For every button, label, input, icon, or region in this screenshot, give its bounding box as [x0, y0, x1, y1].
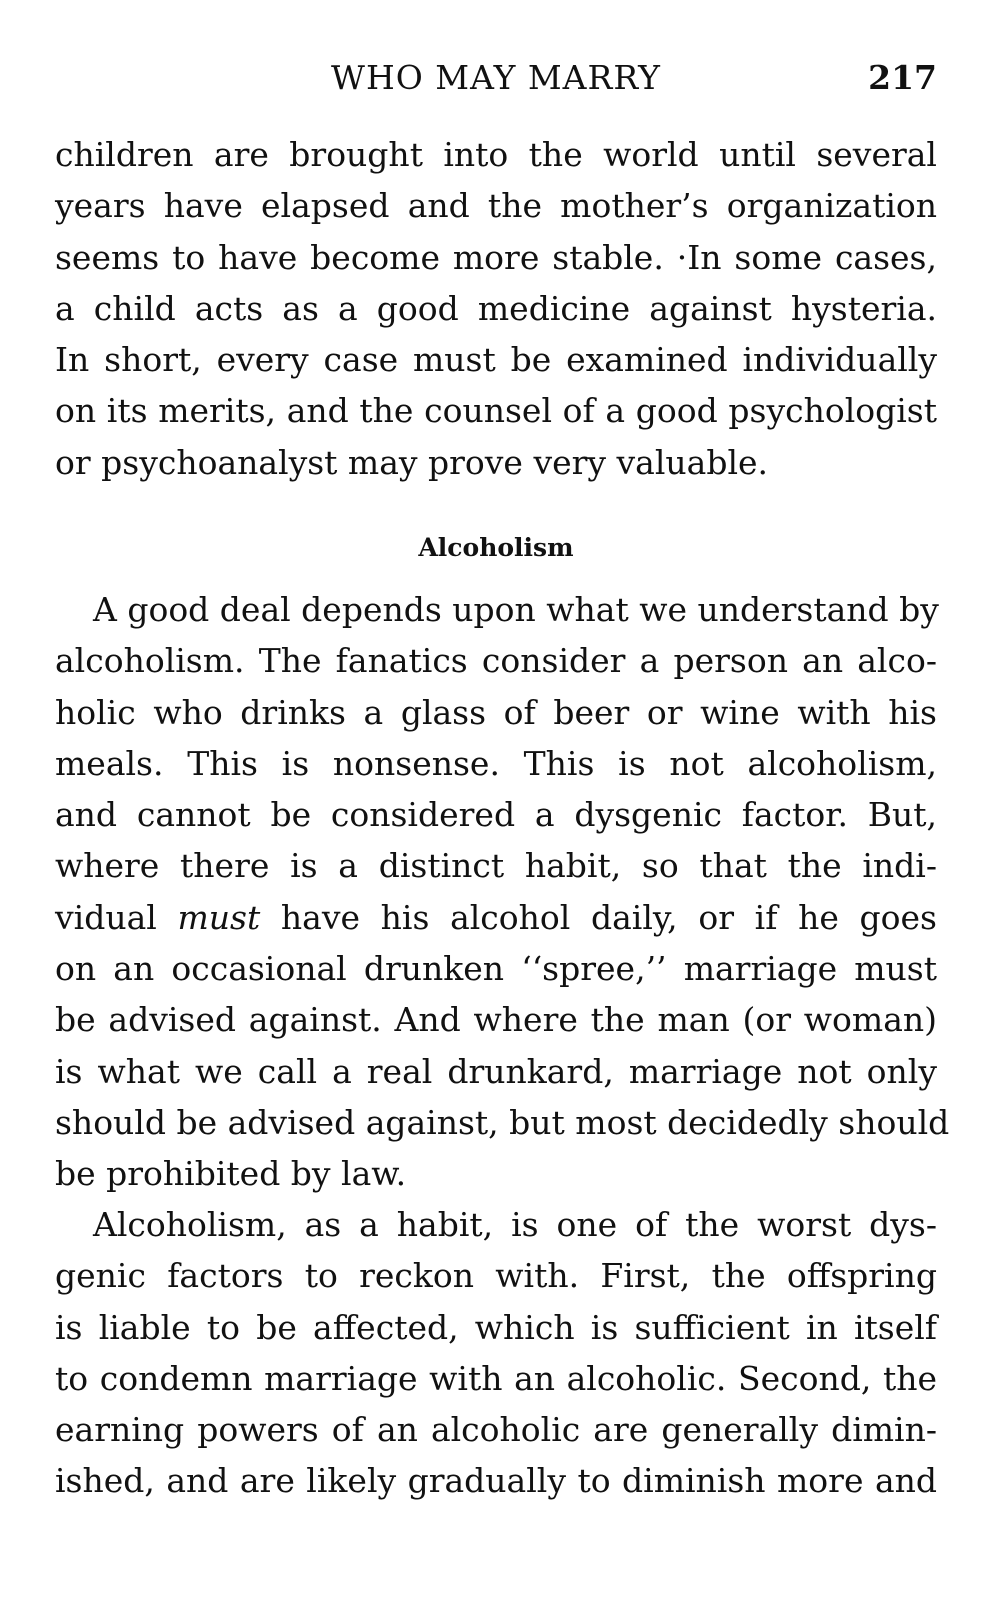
- emphasized-word: must: [177, 897, 261, 937]
- text-line: Alcoholism, as a habit, is one of the worst dys-: [93, 1205, 937, 1244]
- text-line: children are brought into the world until several: [55, 135, 937, 174]
- paragraph-alcoholism-dysgenic: [55, 1199, 937, 1507]
- text-line: seems to have become more stable. ·In some cases,: [55, 237, 937, 277]
- text-line: earning powers of an alcoholic are generally dimin-: [55, 1410, 937, 1450]
- text-line: A good deal depends upon what we understand by: [93, 590, 939, 629]
- text-line: on its merits, and the counsel of a good psychologist: [55, 391, 937, 431]
- page-number: 217: [868, 58, 937, 97]
- text-line: is what we call a real drunkard, marriage not only: [55, 1051, 937, 1091]
- running-head: [55, 56, 937, 100]
- text-line: to condemn marriage with an alcoholic. Second, the: [55, 1358, 937, 1398]
- text-line: or psychoanalyst may prove very valuable.: [55, 442, 769, 482]
- text-line: alcoholism. The fanatics consider a person an alco-: [55, 641, 937, 681]
- text-line: be prohibited by law.: [55, 1154, 407, 1194]
- text-line: be advised against. And where the man (or woman): [55, 1000, 937, 1040]
- paragraph-continued: [55, 129, 937, 488]
- text-line: In short, every case must be examined individually: [55, 340, 937, 380]
- text-line: and cannot be considered a dysgenic factor. But,: [55, 795, 937, 835]
- text-line: a child acts as a good medicine against hysteria.: [55, 288, 937, 328]
- text-line: where there is a distinct habit, so that the indi-: [55, 846, 937, 886]
- text-fragment: have his alcohol daily, or if he goes: [280, 897, 937, 937]
- text-line: should be advised against, but most decidedly should: [55, 1102, 950, 1142]
- text-line: is liable to be affected, which is sufficient in itself: [55, 1307, 937, 1347]
- text-line: on an occasional drunken ‘‘spree,’’ marriage must: [55, 949, 937, 989]
- text-line: meals. This is nonsense. This is not alcoholism,: [55, 743, 937, 783]
- paragraph-alcoholism-definition: [55, 584, 950, 1200]
- text-line-with-emphasis: [55, 892, 937, 943]
- text-line: genic factors to reckon with. First, the offspring: [55, 1256, 937, 1296]
- text-line: ished, and are likely gradually to diminish more and: [55, 1461, 937, 1501]
- text-line: years have elapsed and the mother’s organization: [55, 186, 937, 226]
- running-title: WHO MAY MARRY: [331, 58, 661, 97]
- text-line: holic who drinks a glass of beer or wine with his: [55, 692, 937, 732]
- text-fragment: vidual: [55, 897, 157, 937]
- book-page: [55, 0, 950, 1618]
- section-heading: Alcoholism: [418, 533, 574, 562]
